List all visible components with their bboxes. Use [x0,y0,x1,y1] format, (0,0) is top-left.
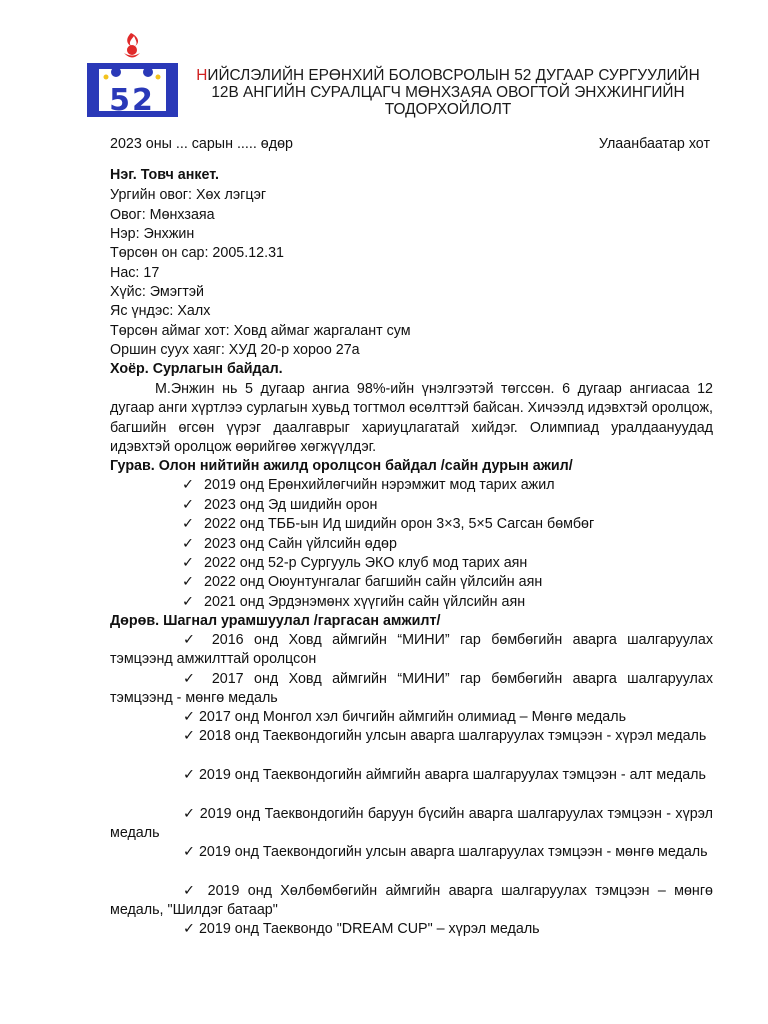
date-line [110,135,713,154]
anket-age: Нас: 17 [110,265,160,281]
document-title [186,67,710,118]
section4-heading: Дөрөв. Шагнал урамшуулал /гаргасан амжилт/ [110,613,441,629]
check-icon: ✓ [182,574,194,590]
check-icon: ✓ [183,921,195,937]
award-item: ✓ 2018 онд Таеквондогийн улсын аварга шалгаруулах тэмцээн - хүрэл медаль [183,728,707,744]
anket-name: Нэр: Энхжин [110,226,195,242]
anket-surname: Овог: Мөнхзаяа [110,207,215,223]
check-icon: ✓ [183,728,195,744]
volunteer-item: ✓ 2022 онд ТББ-ын Ид шидийн орон 3×3, 5×5 Сагсан бөмбөг [182,515,713,534]
volunteer-item: ✓ 2021 онд Эрдэнэмөнх хүүгийн сайн үйлсийн аян [182,593,713,612]
check-icon: ✓ [183,844,195,860]
check-icon: ✓ [182,536,194,552]
title-line-2: 12В АНГИЙН СУРАЛЦАГЧ МӨНХЗАЯА ОВОГТОЙ ЭНХЖИНГИЙН [211,84,685,101]
anket-clan: Ургийн овог: Хөх лэгцэг [110,187,267,203]
check-icon: ✓ [183,709,195,725]
title-initial: Н [196,67,208,84]
logo-flame [127,33,138,46]
date-text: 2023 оны ... сарын ..... өдөр [110,136,293,152]
anket-birthplace: Төрсөн аймаг хот: Ховд аймаг жаргалант сум [110,323,411,339]
volunteer-item: ✓ 2022 онд 52-р Сургууль ЭКО клуб мод тарих аян [182,554,713,573]
volunteer-item: ✓ 2023 онд Эд шидийн орон [182,496,713,515]
section2-paragraph: М.Энжин нь 5 дугаар ангиа 98%-ийн үнэлгээтэй төгссөн. 6 дугаар ангиасаа 12 дугаар анги хүртлээ сурлагын хувьд тогтмол өсөлттэй байсан. Хичээлд идэвхтэй оролцож, багшийн өгсөн үүрэг даалгаврыг хариуцлагатай хийдэг. Олимпиад уралдаануудад идэвхтэй оролцож өөрийгөө хөгжүүлдэг. [110,381,713,455]
award-item: ✓ 2019 онд Таеквондогийн аймгийн аварга шалгаруулах тэмцээн - алт медаль [183,767,706,783]
award-item: ✓ 2016 онд Ховд аймгийн “МИНИ” гар бөмбөгийн аварга шалгаруулах тэмцээнд амжилттай оролцсон [110,632,713,668]
award-item: ✓ 2019 онд Таеквондогийн баруун бүсийн аварга шалгаруулах тэмцээн - хүрэл медаль [110,806,713,842]
check-icon: ✓ [183,883,200,899]
check-icon: ✓ [182,497,194,513]
school-logo [84,30,182,122]
award-item: ✓ 2017 онд Монгол хэл бичгийн аймгийн олимиад – Мөнгө медаль [183,709,627,725]
check-icon: ✓ [182,555,194,571]
volunteer-item: ✓ 2019 онд Ерөнхийлөгчийн нэрэмжит мод тарих ажил [182,476,713,495]
award-item: ✓ 2019 онд Таеквондо "DREAM CUP" – хүрэл медаль [183,921,540,937]
check-icon: ✓ [182,594,194,610]
award-item: ✓ 2017 онд Ховд аймгийн “МИНИ” гар бөмбөгийн аварга шалгаруулах тэмцээнд - мөнгө медаль [110,671,713,707]
check-icon: ✓ [183,806,196,822]
title-line-1: НИЙСЛЭЛИЙН ЕРӨНХИЙ БОЛОВСРОЛЫН 52 ДУГААР СУРГУУЛИЙН [196,67,700,84]
check-icon: ✓ [183,767,195,783]
award-item: ✓ 2019 онд Таеквондогийн улсын аварга шалгаруулах тэмцээн - мөнгө медаль [183,844,708,860]
section3-heading: Гурав. Олон нийтийн ажилд оролцсон байдал /сайн дурын ажил/ [110,458,573,474]
section2-heading: Хоёр. Сурлагын байдал. [110,361,283,377]
anket-ethnicity: Яс үндэс: Халх [110,303,211,319]
volunteer-item: ✓ 2022 онд Оюунтунгалаг багшийн сайн үйлсийн аян [182,573,713,592]
check-icon: ✓ [183,671,202,687]
volunteer-item: ✓ 2023 онд Сайн үйлсийн өдөр [182,535,713,554]
anket-address: Оршин суух хаяг: ХУД 20-р хороо 27а [110,342,360,358]
award-item: ✓ 2019 онд Хөлбөмбөгийн аймгийн аварга шалгаруулах тэмцээн – мөнгө медаль, "Шилдэг батаар" [110,883,713,919]
anket-gender: Хүйс: Эмэгтэй [110,284,205,300]
check-icon: ✓ [182,516,194,532]
logo-sun [127,45,137,55]
title-line-3: ТОДОРХОЙЛОЛТ [384,101,512,118]
check-icon: ✓ [183,632,202,648]
logo-number: 52 [109,83,155,118]
anket-birthdate: Төрсөн он сар: 2005.12.31 [110,245,284,261]
city-text: Улаанбаатар хот [598,136,710,152]
section1-heading: Нэг. Товч анкет. [110,167,219,183]
check-icon: ✓ [182,477,194,493]
